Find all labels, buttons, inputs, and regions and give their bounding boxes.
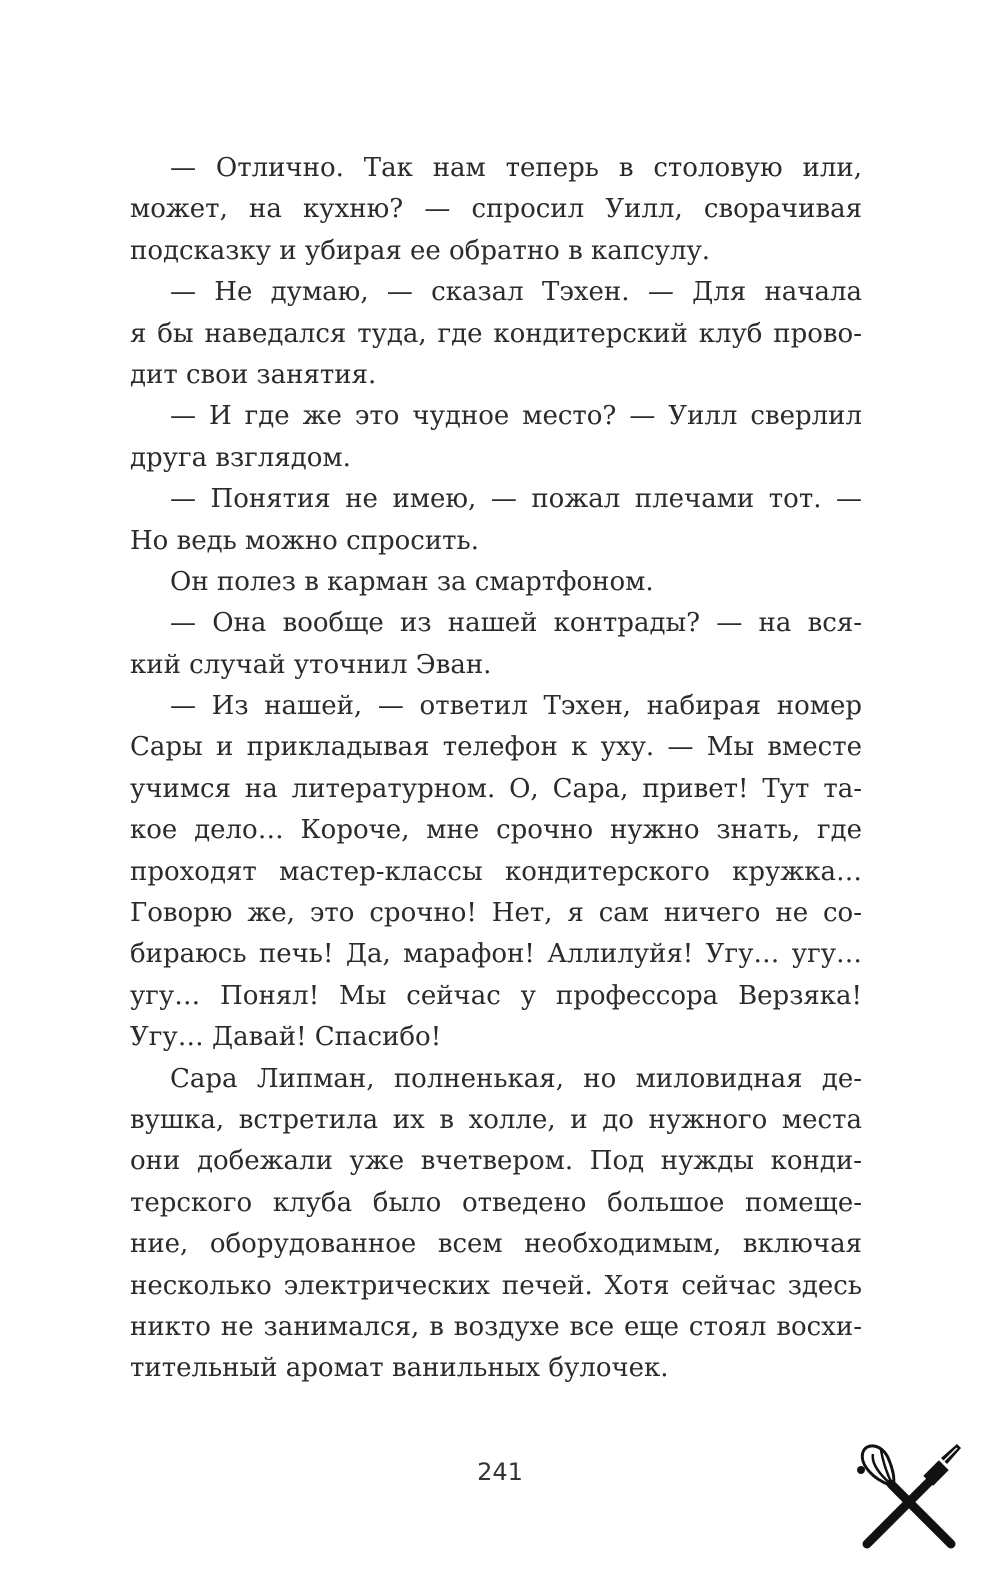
text-line: несколько электрических печей. Хотя сейчас здесь (130, 1270, 862, 1301)
text-line: Но ведь можно спросить. (130, 525, 479, 556)
text-line: угу… Понял! Мы сейчас у профессора Верзяка! (130, 980, 862, 1011)
text-line: ние, оборудованное всем необходимым, включая (130, 1229, 862, 1260)
text-line: терского клуба было отведено большое помеще- (130, 1187, 862, 1218)
page-number: 241 (477, 1458, 523, 1486)
text-line: кое дело… Короче, мне срочно нужно знать, где (130, 815, 862, 846)
text-line: они добежали уже вчетвером. Под нужды конди- (130, 1146, 862, 1177)
crossed-whisk-and-brush-icon (853, 1440, 965, 1552)
text-line: — Из нашей, — ответил Тэхен, набирая номер (170, 691, 862, 722)
text-line: — Не думаю, — сказал Тэхен. — Для начала (170, 277, 862, 308)
text-line: — Отлично. Так нам теперь в столовую или, (170, 153, 862, 183)
body-text (130, 148, 862, 1390)
text-line: Сара Липман, полненькая, но миловидная де- (170, 1063, 862, 1094)
text-line: я бы наведался туда, где кондитерский клуб прово- (130, 318, 862, 349)
text-line: никто не занимался, в воздухе все еще стоял восхи- (130, 1311, 862, 1342)
text-line: Говорю же, это срочно! Нет, я сам ничего не со- (130, 898, 862, 929)
brush-shape (867, 1444, 961, 1544)
text-line: — Она вообще из нашей контрады? — на вся- (170, 608, 862, 639)
text-line: бираюсь печь! Да, марафон! Аллилуйя! Угу… угу… (130, 939, 862, 970)
text-line: Он полез в карман за смартфоном. (170, 566, 654, 597)
text-line: подсказку и убирая ее обратно в капсулу. (130, 235, 711, 266)
text-line: Сары и прикладывая телефон к уху. — Мы вместе (130, 732, 862, 763)
text-line: проходят мастер-классы кондитерского кружка… (130, 856, 862, 887)
text-line: Угу… Давай! Спасибо! (130, 1022, 442, 1053)
text-line: друга взглядом. (130, 442, 351, 473)
whisk-shape (857, 1446, 951, 1544)
text-line: тительный аромат ванильных булочек. (130, 1353, 669, 1384)
text-line: дит свои занятия. (130, 359, 377, 390)
text-line: учимся на литературном. О, Сара, привет! Тут та- (130, 773, 862, 804)
text-line: кий случай уточнил Эван. (130, 649, 492, 680)
text-line: — И где же это чудное место? — Уилл сверлил (170, 401, 862, 432)
text-line: — Понятия не имею, — пожал плечами тот. — (170, 484, 862, 515)
text-line: вушка, встретила их в холле, и до нужного места (130, 1104, 862, 1135)
text-line: может, на кухню? — спросил Уилл, сворачивая (130, 194, 862, 225)
